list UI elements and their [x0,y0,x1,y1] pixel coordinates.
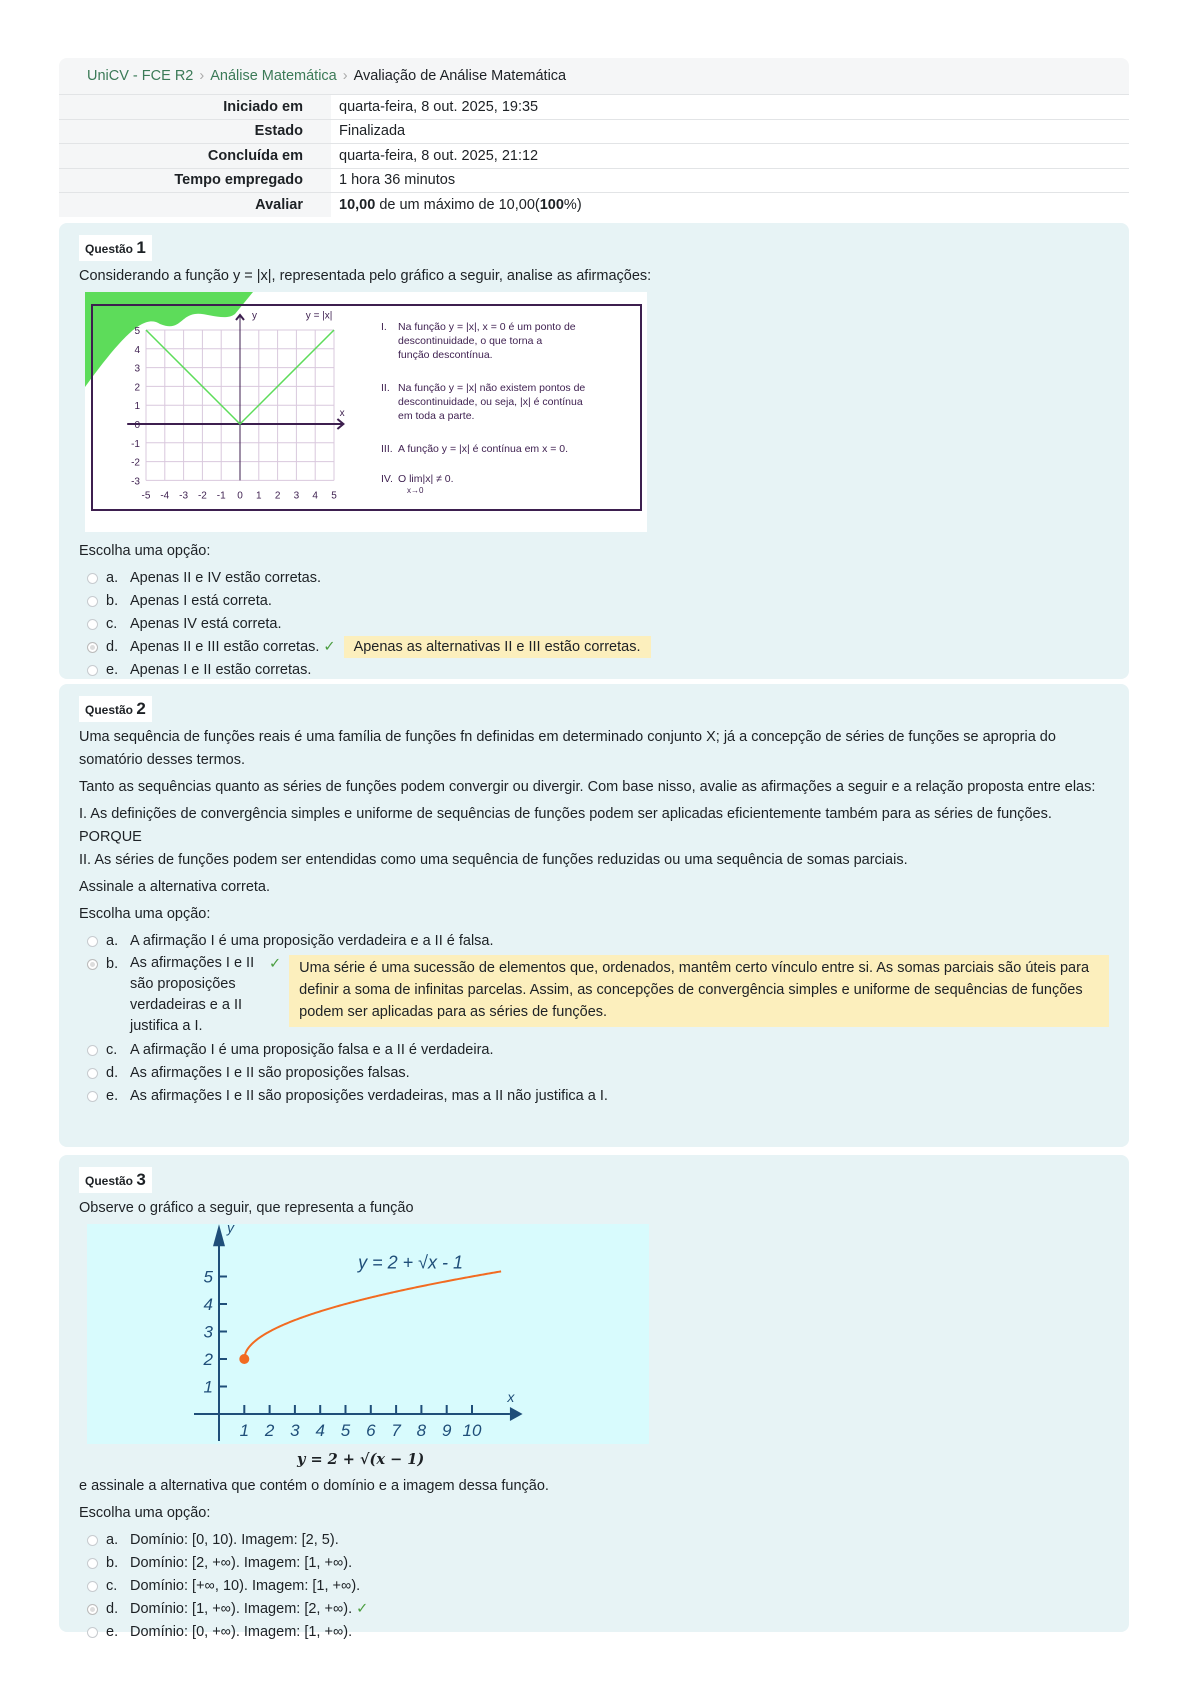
radio-button[interactable] [87,1535,98,1546]
radio-button[interactable] [87,1558,98,1569]
radio-button[interactable] [87,596,98,607]
summary-value: quarta-feira, 8 out. 2025, 19:35 [331,95,1129,120]
option-text: A afirmação I é uma proposição verdadeira e a II é falsa. [130,933,494,949]
option-text: As afirmações I e II são proposições verdadeiras, mas a II não justifica a I. [130,1088,608,1104]
option-a[interactable] [79,567,1109,590]
statement-number: II. [381,382,390,394]
question-number: Questão 2 [79,696,152,722]
summary-row [59,144,1129,169]
radio-button[interactable] [87,1627,98,1638]
statement-subscript: x→0 [407,486,424,495]
option-e[interactable] [79,1085,1109,1108]
option-letter: b. [106,593,119,609]
x-tick-label: 2 [264,1421,275,1440]
x-axis-arrow-icon [510,1407,523,1421]
question-text: Observe o gráfico a seguir, que representa a função [79,1200,414,1216]
option-letter: c. [106,1578,118,1594]
summary-value: 1 hora 36 minutos [331,168,1129,193]
x-axis-label: x [507,1389,515,1405]
options-list [79,567,1109,682]
question-paragraph: II. As séries de funções podem ser entendidas como uma sequência de funções reduzidas ou uma sequência de somas parciais. [79,852,908,868]
option-e[interactable] [79,659,1109,682]
radio-button[interactable] [87,1604,98,1615]
x-tick-label: -2 [197,490,207,502]
y-tick-label: 3 [134,363,140,375]
x-tick-label: 6 [366,1421,376,1440]
option-text: Apenas IV está correta. [130,616,282,632]
y-tick-label: 2 [134,382,140,394]
option-b[interactable] [79,590,1109,613]
question-text: Considerando a função y = |x|, representada pelo gráfico a seguir, analise as afirmações: [79,268,652,284]
x-tick-label: -4 [160,490,170,502]
x-tick-label: 1 [256,490,262,502]
x-tick-label: 3 [290,1421,300,1440]
option-text: As afirmações I e II são proposições falsas. [130,1065,410,1081]
option-letter: a. [106,1532,119,1548]
option-letter: e. [106,662,119,678]
summary-value: quarta-feira, 8 out. 2025, 21:12 [331,144,1129,169]
y-tick-label: 1 [134,401,140,413]
option-letter: d. [106,1065,119,1081]
choose-label: Escolha uma opção: [79,1505,211,1521]
radio-button[interactable] [87,573,98,584]
radio-button[interactable] [87,959,98,970]
question-number: Questão 3 [79,1167,152,1193]
x-tick-label: -3 [179,490,189,502]
formula: y = 2 + √(x − 1) [297,1451,425,1468]
question-paragraph: Tanto as sequências quanto as séries de funções podem convergir ou divergir. Com base nisso, avalie as afirmações a seguir e a relação proposta entre elas: [79,779,1096,795]
option-text: Apenas II e IV estão corretas. [130,570,322,586]
option-d[interactable] [79,1598,1109,1621]
y-axis-label: y [227,1224,234,1236]
option-letter: b. [106,956,119,972]
option-text: Domínio: [2, +∞). Imagem: [1, +∞). [130,1555,353,1571]
choose-label: Escolha uma opção: [79,906,211,922]
feedback: Apenas as alternativas II e III estão corretas. [344,636,651,658]
sqrt-curve [244,1271,501,1359]
x-tick-label: 9 [441,1421,452,1440]
statement-text: O lim|x| ≠ 0. [398,473,454,485]
x-tick-label: 2 [274,490,281,502]
question-paragraph: PORQUE [79,829,142,845]
radio-button[interactable] [87,1045,98,1056]
question-text-after: e assinale a alternativa que contém o domínio e a imagem dessa função. [79,1478,549,1494]
option-a[interactable] [79,930,1109,953]
radio-button[interactable] [87,665,98,676]
function-label: y = |x| [305,310,333,322]
statement-text: função descontínua. [398,349,493,361]
y-tick-label: 1 [203,1377,213,1397]
x-axis-label: x [339,408,345,419]
option-d[interactable] [79,636,1109,659]
option-letter: d. [106,1601,119,1617]
statement-text: Na função y = |x| não existem pontos de [398,382,586,394]
x-tick-label: 3 [293,490,300,502]
radio-button[interactable] [87,936,98,947]
breadcrumb [59,58,1129,94]
option-text: Domínio: [0, 10). Imagem: [2, 5). [130,1532,339,1548]
option-b[interactable] [79,953,1109,1037]
chevron-right-icon: › [342,68,348,84]
y-tick-label: -2 [131,457,140,469]
option-letter: e. [106,1088,119,1104]
radio-button[interactable] [87,619,98,630]
option-letter: d. [106,639,119,655]
x-tick-label: 4 [312,490,318,502]
option-letter: b. [106,1555,119,1571]
option-d[interactable] [79,1062,1109,1085]
option-text: Apenas I está correta. [130,593,272,609]
start-point [239,1354,249,1364]
statement-text: em toda a parte. [398,410,475,422]
breadcrumb-current: Avaliação de Análise Matemática [353,68,567,84]
x-tick-label: 5 [331,490,337,502]
summary-label: Avaliar [59,193,331,217]
option-text: Domínio: [1, +∞). Imagem: [2, +∞). [130,1601,353,1617]
y-tick-label: 0 [134,420,140,431]
statement-number: I. [381,321,387,333]
sqrt-function-figure [87,1224,649,1444]
x-tick-label: -1 [216,490,226,502]
question-paragraph: I. As definições de convergência simples e uniforme de sequências de funções podem ser aplicadas eficientemente também para as séries de funções. [79,806,1052,822]
question-1 [59,223,1129,679]
grade-value: 10,00 de um máximo de 10,00(100%) [331,193,1129,217]
radio-button[interactable] [87,1581,98,1592]
radio-button[interactable] [87,642,98,653]
y-tick-label: -1 [131,438,140,450]
summary-value: Finalizada [331,119,1129,144]
summary-label: Tempo empregado [59,168,331,193]
question-number: Questão 1 [79,235,152,261]
option-letter: c. [106,616,118,632]
summary-row [59,168,1129,193]
abs-function-figure [85,292,647,532]
summary-row [59,95,1129,120]
option-text: As afirmações I e II são proposições verdadeiras e a II justifica a I. [130,955,255,1034]
y-tick-label: 5 [203,1267,213,1287]
x-tick-label: 1 [239,1421,250,1440]
check-icon: ✓ [323,639,336,655]
question-paragraph: Uma sequência de funções reais é uma família de funções fn definidas em determinado conjunto X; já a concepção de séries de funções se apropria do somatório desses termos. [79,729,1056,768]
x-tick-label: 8 [416,1421,427,1440]
y-axis-arrow-icon [213,1224,225,1246]
breadcrumb-link-course-group[interactable]: UniCV - FCE R2 [87,68,194,84]
options-list [79,930,1109,1108]
decorative-corner [85,292,253,387]
option-letter: a. [106,570,119,586]
option-c[interactable] [79,1575,1109,1598]
y-axis-label: y [252,310,257,322]
option-text: Apenas I e II estão corretas. [130,662,312,678]
summary-row [59,119,1129,144]
summary-row [59,193,1129,217]
radio-button[interactable] [87,1091,98,1102]
option-text: A afirmação I é uma proposição falsa e a II é verdadeira. [130,1042,494,1058]
summary-label: Estado [59,119,331,144]
statement-number: III. [381,443,393,455]
summary-table [59,94,1129,217]
option-text: Apenas II e III estão corretas. [130,639,320,655]
check-icon: ✓ [356,1601,369,1617]
statement-text: A função y = |x| é contínua em x = 0. [398,443,569,455]
option-a[interactable] [79,1529,1109,1552]
question-3 [59,1155,1129,1640]
y-tick-label: 3 [203,1322,213,1342]
option-letter: a. [106,933,119,949]
option-e[interactable] [79,1621,1109,1644]
x-tick-label: 5 [340,1421,351,1440]
function-label: y = 2 + √x - 1 [358,1252,464,1273]
y-tick-label: 4 [134,344,140,356]
choose-label: Escolha uma opção: [79,543,211,559]
check-icon: ✓ [269,956,282,972]
radio-button[interactable] [87,1068,98,1079]
option-text: Domínio: [0, +∞). Imagem: [1, +∞). [130,1624,353,1640]
x-tick-label: 0 [237,490,243,502]
y-tick-label: 2 [203,1350,213,1369]
options-list [79,1529,1109,1644]
summary-label: Iniciado em [59,95,331,120]
summary-label: Concluída em [59,144,331,169]
question-paragraph: Assinale a alternativa correta. [79,879,271,895]
option-b[interactable] [79,1552,1109,1575]
option-letter: e. [106,1624,119,1640]
question-2 [59,684,1129,1147]
option-letter: c. [106,1042,118,1058]
x-tick-label: 4 [315,1421,325,1440]
x-tick-label: 7 [391,1421,401,1440]
statement-text: descontinuidade, ou seja, |x| é contínua [398,396,583,408]
attempt-summary [59,58,1129,212]
x-tick-label: 10 [462,1421,482,1440]
option-c[interactable] [79,1039,1109,1062]
chevron-right-icon: › [199,68,205,84]
option-c[interactable] [79,613,1109,636]
y-tick-label: 5 [134,326,140,337]
statement-text: descontinuidade, o que torna a [398,335,543,347]
x-tick-label: -5 [141,490,151,502]
feedback: Uma série é uma sucessão de elementos que, ordenados, mantêm certo vínculo entre si. As somas parciais são úteis para definir a soma de infinitas parcelas. Assim, as concepções de convergência simples e uniforme de sequências de funções podem ser aplicadas para as séries de funções. [289,955,1109,1027]
y-tick-label: 4 [203,1295,213,1314]
option-text: Domínio: [+∞, 10). Imagem: [1, +∞). [130,1578,361,1594]
statement-number: IV. [381,473,393,485]
y-tick-label: -3 [131,476,140,488]
breadcrumb-link-course[interactable]: Análise Matemática [210,68,337,84]
statement-text: Na função y = |x|, x = 0 é um ponto de [398,321,576,333]
